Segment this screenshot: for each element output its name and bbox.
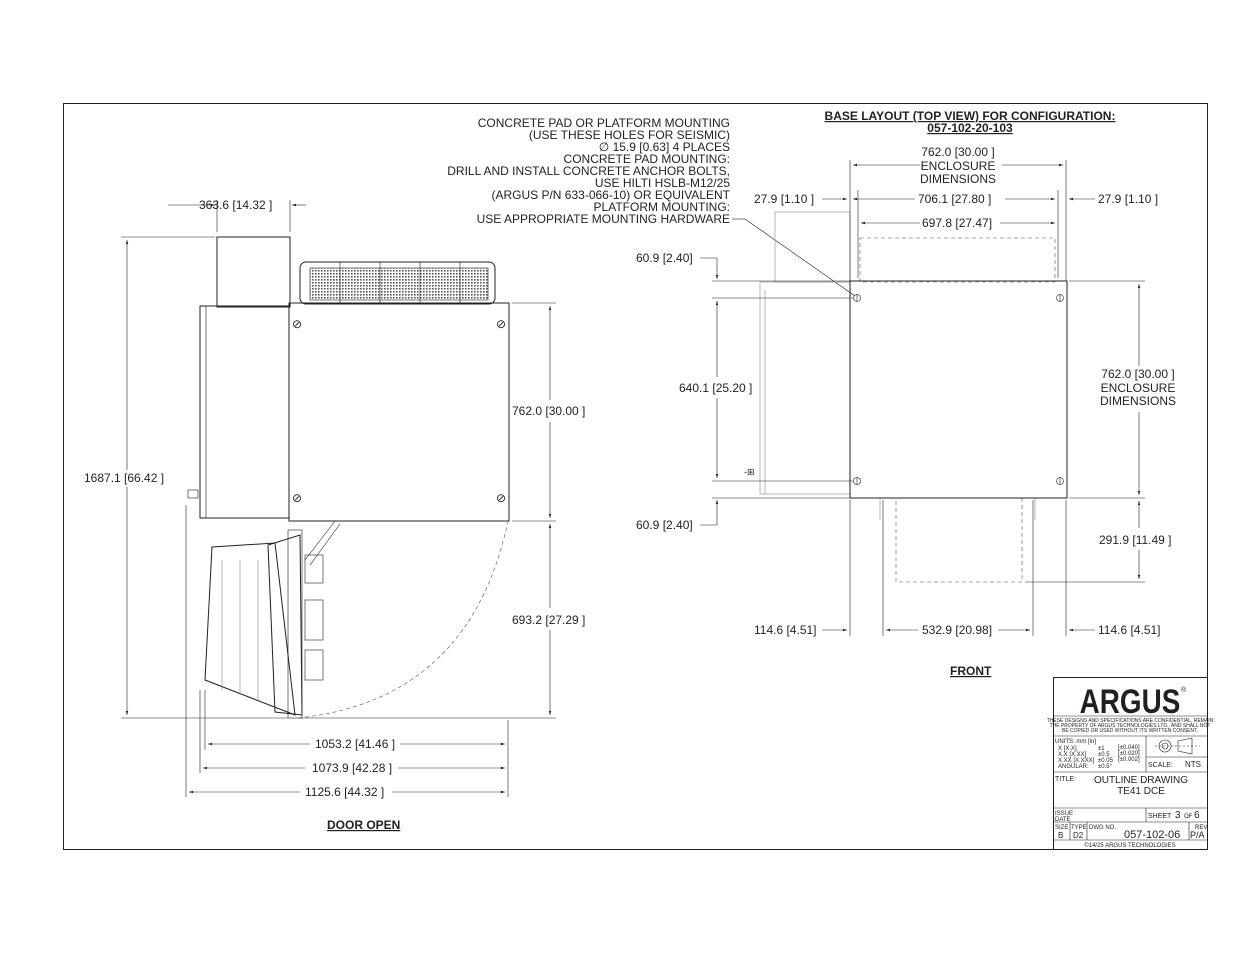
dim-right-offset: 27.9 [1.10 ] xyxy=(1098,192,1159,206)
enclosure-label-4: DIMENSIONS xyxy=(1099,394,1177,408)
dwg-number: 057-102-06 xyxy=(1124,829,1181,841)
dim-left-offset: 27.9 [1.10 ] xyxy=(754,192,815,206)
dim-door-3: 1125.6 [44.32 ] xyxy=(305,785,385,799)
note-line-1: CONCRETE PAD OR PLATFORM MOUNTING xyxy=(477,116,730,130)
dim-60-bottom: 60.9 [2.40] xyxy=(636,518,693,532)
rev-label: REV xyxy=(1195,825,1208,831)
tol-a-2: ±0.05 xyxy=(1098,758,1113,764)
note-line-2: (USE THESE HOLES FOR SEISMIC) xyxy=(528,128,730,142)
dim-114-right: 114.6 [4.51] xyxy=(1098,623,1161,637)
sheet-label: SHEET xyxy=(1148,813,1172,820)
svg-text:⊘: ⊘ xyxy=(292,317,303,331)
dim-side-top-width: 363.6 [14.32 ] xyxy=(199,198,273,212)
dwg-label: DWG NO. xyxy=(1089,825,1116,831)
enclosure-label-1: ENCLOSURE xyxy=(920,159,996,173)
svg-text:-⊞: -⊞ xyxy=(744,467,755,477)
side-view xyxy=(84,198,585,832)
title-label: TITLE: xyxy=(1055,776,1077,783)
dim-door-2: 1073.9 [42.28 ] xyxy=(312,761,393,775)
title-block xyxy=(1047,678,1214,850)
note-line-7: (ARGUS P/N 633-066-10) OR EQUIVALENT xyxy=(491,188,730,202)
note-line-3: ∅ 15.9 [0.63] 4 PLACES xyxy=(598,140,730,154)
base-layout-title-2: 057-102-20-103 xyxy=(927,121,1013,135)
dim-532: 532.9 [20.98] xyxy=(922,623,993,637)
svg-text:⊘: ⊘ xyxy=(292,491,303,505)
sheet-of: OF xyxy=(1184,814,1193,820)
note-line-9: USE APPROPRIATE MOUNTING HARDWARE xyxy=(476,212,730,226)
sheet-number: 3 xyxy=(1175,810,1181,821)
note-line-4: CONCRETE PAD MOUNTING: xyxy=(563,152,730,166)
base-layout-title-1: BASE LAYOUT (TOP VIEW) FOR CONFIGURATION: xyxy=(824,109,1116,123)
base-outline xyxy=(850,281,1067,498)
tol-b-1: [±0.020] xyxy=(1118,751,1140,757)
confidential-1: THESE DESIGNS AND SPECIFICATIONS ARE CONFIDENTIAL, REMAIN xyxy=(1046,718,1214,724)
confidential-2: THE PROPERTY OF ARGUS TECHNOLOGIES LTD., AND SHALL NOT xyxy=(1049,723,1211,729)
dim-door-1: 1053.2 [41.46 ] xyxy=(315,737,396,751)
size-value: B xyxy=(1058,831,1064,840)
tol-fmt-2: X.XX [X.XXX] xyxy=(1058,758,1095,764)
scale-label: SCALE: xyxy=(1148,762,1173,769)
tol-b-2: [±0.002] xyxy=(1118,757,1140,763)
drawing-title-1: OUTLINE DRAWING xyxy=(1093,775,1189,786)
dim-291: 291.9 [11.49 ] xyxy=(1099,533,1172,547)
tol-b-0: [±0.040] xyxy=(1118,745,1140,751)
sheet-total: 6 xyxy=(1194,810,1200,821)
type-label: TYPE xyxy=(1071,825,1087,831)
drawing-title-2: TE41 DCE xyxy=(1117,786,1165,797)
svg-text:⊘: ⊘ xyxy=(496,491,507,505)
dim-114-left: 114.6 [4.51] xyxy=(754,623,817,637)
third-angle-projection-icon xyxy=(1155,738,1200,754)
front-caption: FRONT xyxy=(950,664,992,678)
rev-value: P/A xyxy=(1190,830,1205,840)
dim-60-top: 60.9 [2.40] xyxy=(636,251,693,265)
type-value: D2 xyxy=(1073,831,1084,840)
enclosure-label-2: DIMENSIONS xyxy=(919,172,997,186)
dim-enclosure-depth: 762.0 [30.00 ] xyxy=(1101,367,1175,381)
tol-a-1: ±0.5 xyxy=(1098,752,1110,758)
issue-label: ISSUE xyxy=(1055,811,1074,817)
tol-a-3: ±0.5° xyxy=(1098,764,1113,770)
copyright: ©14/25 ARGUS TECHNOLOGIES xyxy=(1084,843,1176,849)
tol-fmt-3: ANGULAR: xyxy=(1058,764,1089,770)
tol-fmt-0: X [X.X] xyxy=(1058,746,1077,752)
note-leader-diag xyxy=(745,219,855,296)
mounting-note xyxy=(447,116,730,226)
dim-side-door-height: 693.2 [27.29 ] xyxy=(512,613,586,627)
argus-logo: ARGUS xyxy=(1079,682,1181,721)
svg-text:⊘: ⊘ xyxy=(496,317,507,331)
dim-side-total-height: 1687.1 [66.42 ] xyxy=(84,471,165,485)
dim-697: 697.8 [27.47] xyxy=(922,216,993,230)
size-label: SIZE xyxy=(1055,825,1069,831)
note-line-6: USE HILTI HSLB-M12/25 xyxy=(594,176,730,190)
confidential-3: BE COPIED OR USED WITHOUT ITS WRITTEN CONSENT. xyxy=(1061,728,1199,734)
svg-text:®: ® xyxy=(1181,687,1187,694)
enclosure-label-3: ENCLOSURE xyxy=(1100,381,1176,395)
units-label: UNITS: mm [in] xyxy=(1055,739,1097,745)
note-line-8: PLATFORM MOUNTING: xyxy=(593,200,730,214)
dim-640: 640.1 [25.20 ] xyxy=(679,381,753,395)
door-open-caption: DOOR OPEN xyxy=(327,818,401,832)
dim-enclosure-width: 762.0 [30.00 ] xyxy=(921,145,995,159)
tol-a-0: ±1 xyxy=(1098,746,1105,752)
dim-side-enclosure-height: 762.0 [30.00 ] xyxy=(512,404,586,418)
scale-value: NTS xyxy=(1185,760,1201,769)
dim-706: 706.1 [27.80 ] xyxy=(918,192,992,206)
tol-fmt-1: X.X [X.XX] xyxy=(1058,752,1087,758)
date-label: DATE xyxy=(1055,817,1071,823)
note-line-5: DRILL AND INSTALL CONCRETE ANCHOR BOLTS, xyxy=(447,164,730,178)
